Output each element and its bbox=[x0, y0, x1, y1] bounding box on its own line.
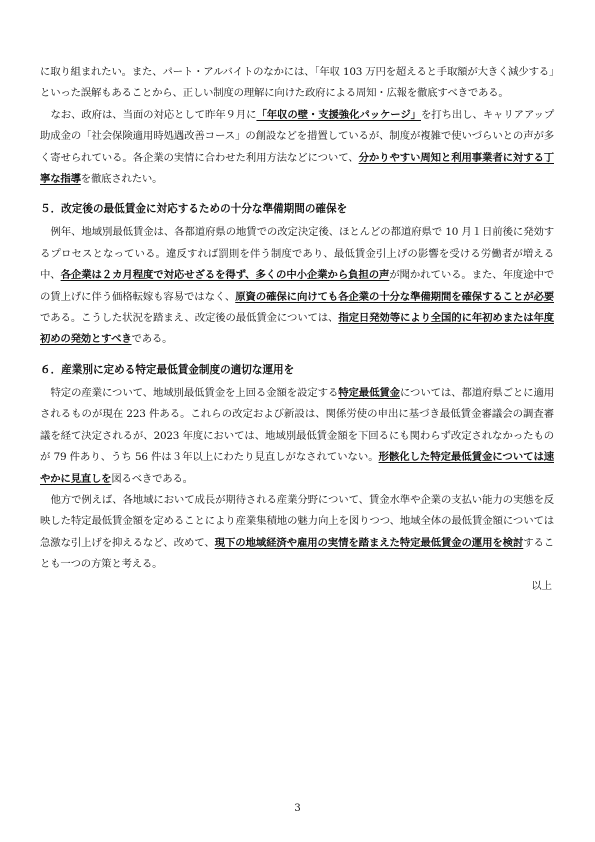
paragraph-text: 特定の産業について、地域別最低賃金を上回る金額を設定する bbox=[50, 386, 339, 399]
emphasis-text: 特定最低賃金 bbox=[338, 386, 400, 399]
emphasis-text: 分かりやすい周知と利用事業者に対する丁寧な指導 bbox=[40, 151, 554, 186]
paragraph-text: 例年、地域別最低賃金は、各都道府県の地賃での改定決定後、ほとんどの都道府県で 10 月１日前後に発効するプロセスとなっている。違反すれば罰則を伴う制度であり、最低賃金引上げの影響を受ける労働者が増える中、 bbox=[40, 226, 554, 282]
paragraph-specific-minimum-wage bbox=[40, 383, 554, 490]
paragraph-text: なお、政府は、当面の対応として昨年９月に bbox=[50, 108, 257, 121]
paragraph-text: 他方で例えば、各地域において成長が期待される産業分野について、賃金水準や企業の支払い能力の実態を反映した特定最低賃金額を定めることにより産業集積地の魅力向上を図りつつ、地域全体の最低賃金額については急激な引上げを抑えるなど、改めて、 bbox=[40, 493, 554, 549]
paragraph-text: を徹底されたい。 bbox=[80, 173, 163, 186]
paragraph-text: 図るべきである。 bbox=[111, 472, 193, 485]
emphasis-text: 各企業は２カ月程度で対応せざるを得ず、多くの中小企業から負担の声 bbox=[60, 269, 390, 282]
paragraph-text: に取り組まれたい。また、パート・アルバイトのなかには、「年収 103 万円を超えると手取額が大きく減少する」といった誤解もあることから、正しい制度の理解に向けた政府による周知・広報を徹底すべきである。 bbox=[40, 66, 554, 100]
paragraph-part-time-misconception bbox=[40, 62, 554, 105]
paragraph-text: を打ち出し、キャリアアップ助成金の「社会保険適用時処遇改善コース」の創設などを措置しているが、制度が複雑で使いづらいとの声が多く寄せられている。各企業の実情に合わせた利用方法などについて、 bbox=[40, 108, 555, 164]
paragraph-income-wall-package bbox=[40, 105, 554, 191]
paragraph-text: することも一つの方策と考える。 bbox=[40, 536, 554, 571]
emphasis-text: 現下の地域経済や雇用の実情を踏まえた特定最低賃金の運用を検討 bbox=[214, 536, 524, 549]
document-body bbox=[40, 62, 554, 597]
emphasis-text: 指定日発効等により全国的に年初めまたは年度初めの発効とすべき bbox=[40, 312, 554, 346]
emphasis-text: 原資の確保に向けても各企業の十分な準備期間を確保することが必要 bbox=[235, 290, 555, 303]
emphasis-text: 形骸化した特定最低賃金については速やかに見直しを bbox=[40, 451, 554, 485]
closing-mark: 以上 bbox=[531, 579, 552, 592]
paragraph-regional-industry bbox=[40, 490, 554, 576]
paragraph-minimum-wage-timing bbox=[40, 222, 554, 350]
page-number: 3 bbox=[294, 803, 301, 814]
section-heading-5: ５．改定後の最低賃金に対応するための十分な準備期間の確保を bbox=[40, 203, 348, 216]
paragraph-text: である。 bbox=[131, 333, 173, 346]
paragraph-text: である。こうした状況を踏まえ、改定後の最低賃金については、 bbox=[40, 312, 339, 325]
section-heading-6: ６．産業別に定める特定最低賃金制度の適切な運用を bbox=[40, 363, 295, 376]
emphasis-text: 「年収の壁・支援強化パッケージ」 bbox=[256, 108, 421, 121]
paragraph-text: が聞かれている。また、年度途中での賃上げに伴う価格転嫁も容易ではなく、 bbox=[40, 269, 554, 303]
paragraph-text: については、都道府県ごとに適用されるものが現在 223 件ある。これらの改定および新設は、関係労使の申出に基づき最低賃金審議会の調査審議を経て決定されるが、2023 年度においては、地域別最低賃金額を下回るにも関わらず改定されなかったものが 79 件あり、うち 56 件は３年以上にわたり見直しがなされていない。 bbox=[40, 386, 554, 464]
